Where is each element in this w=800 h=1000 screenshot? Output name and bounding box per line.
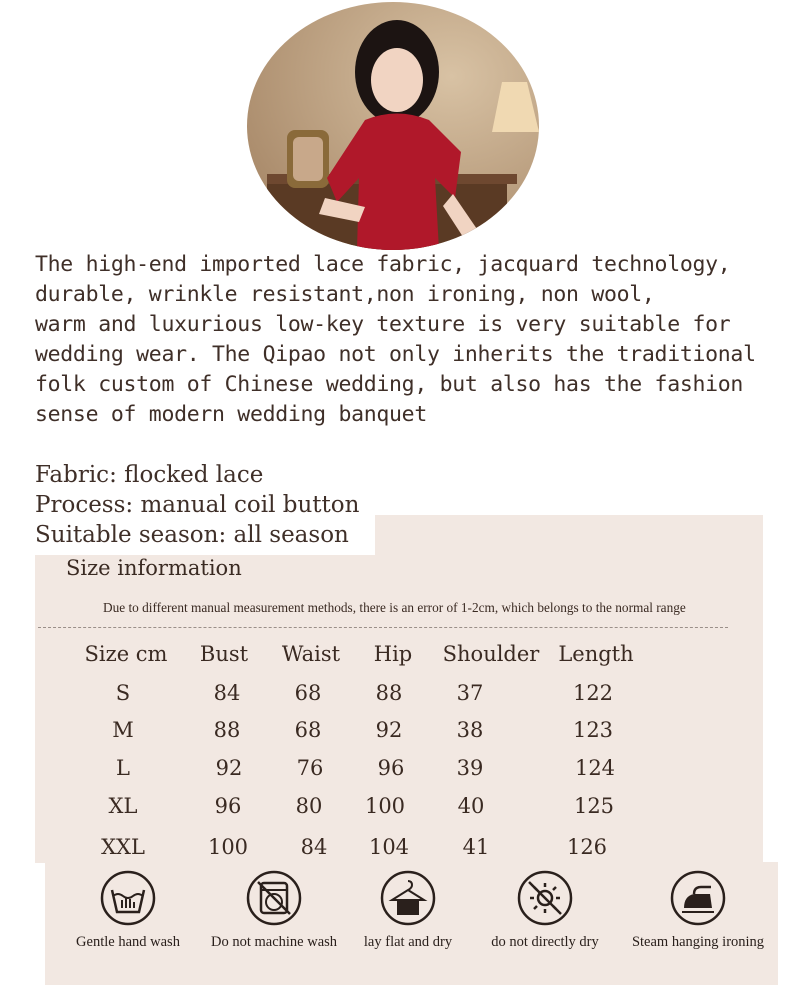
table-cell: 88: [375, 681, 403, 705]
table-cell: 122: [572, 681, 614, 705]
size-note: Due to different manual measurement methods, there is an error of 1-2cm, which belongs to the normal range: [103, 600, 686, 615]
table-cell: 41: [462, 835, 490, 859]
table-header: Bust: [199, 642, 249, 666]
table-cell: M: [112, 718, 134, 742]
table-cell: S: [115, 681, 131, 705]
table-cell: 92: [215, 756, 243, 780]
table-cell: XL: [108, 794, 138, 818]
care-item: [338, 866, 478, 976]
size-title: Size information: [66, 556, 242, 580]
lay-flat-dry-icon: [380, 870, 436, 926]
table-cell: 104: [368, 835, 410, 859]
care-item: [204, 866, 344, 976]
table-cell: L: [116, 756, 130, 780]
table-cell: 76: [296, 756, 324, 780]
care-item: [58, 866, 198, 976]
description-line: sense of modern wedding banquet: [35, 402, 427, 427]
table-cell: 88: [213, 718, 241, 742]
table-cell: 96: [214, 794, 242, 818]
table-cell: 37: [456, 681, 484, 705]
table-cell: 80: [295, 794, 323, 818]
table-header: Length: [558, 642, 634, 666]
table-cell: 126: [566, 835, 608, 859]
description-line: folk custom of Chinese wedding, but also has the fashion: [35, 372, 744, 397]
no-machine-wash-icon: [246, 870, 302, 926]
table-header: Shoulder: [442, 642, 540, 666]
care-label: do not directly dry: [491, 934, 599, 950]
table-cell: XXL: [101, 835, 145, 859]
care-label: Steam hanging ironing: [631, 934, 765, 950]
description-line: The high-end imported lace fabric, jacquard technology,: [35, 252, 731, 277]
table-cell: 39: [456, 756, 484, 780]
table-cell: 68: [294, 681, 322, 705]
table-cell: 125: [573, 794, 615, 818]
table-cell: 92: [375, 718, 403, 742]
table-cell: 96: [377, 756, 405, 780]
no-direct-sun-icon: [517, 870, 573, 926]
table-cell: 84: [300, 835, 328, 859]
spec-season: Suitable season: all season: [35, 522, 349, 548]
care-label: Do not machine wash: [210, 934, 338, 950]
table-cell: 100: [207, 835, 249, 859]
table-header: Hip: [373, 642, 413, 666]
description-line: durable, wrinkle resistant,non ironing, non wool,: [35, 282, 655, 307]
table-cell: 84: [213, 681, 241, 705]
spec-fabric: Fabric: flocked lace: [35, 462, 264, 488]
table-cell: 100: [364, 794, 406, 818]
care-label: Gentle hand wash: [76, 934, 180, 950]
care-item: [475, 866, 615, 976]
table-header: Waist: [281, 642, 341, 666]
steam-iron-icon: [670, 870, 726, 926]
table-cell: 40: [457, 794, 485, 818]
care-item: [628, 866, 768, 976]
table-cell: 123: [572, 718, 614, 742]
description-line: warm and luxurious low-key texture is very suitable for: [35, 312, 731, 337]
table-cell: 38: [456, 718, 484, 742]
table-cell: 68: [294, 718, 322, 742]
spec-process: Process: manual coil button: [35, 492, 360, 518]
care-label: lay flat and dry: [363, 934, 453, 950]
description-line: wedding wear. The Qipao not only inherits the traditional: [35, 342, 756, 367]
table-cell: 124: [574, 756, 616, 780]
table-header: Size cm: [84, 642, 168, 666]
hand-wash-icon: [100, 870, 156, 926]
